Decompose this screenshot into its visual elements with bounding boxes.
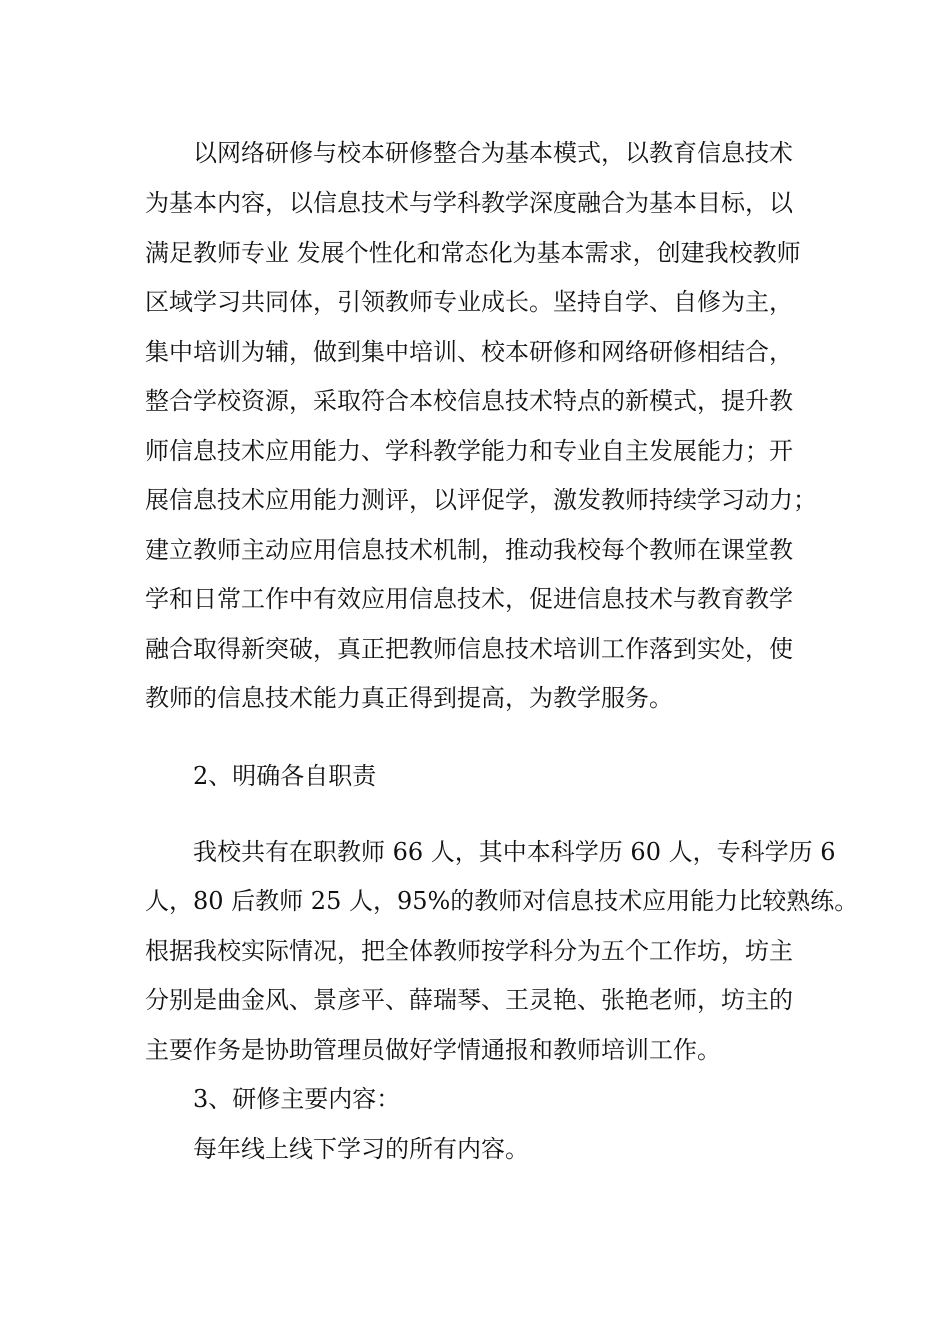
section-heading-3: 3、研修主要内容： (193, 1085, 401, 1113)
paragraph-line: 师信息技术应用能力、学科教学能力和专业自主发展能力；开 (145, 437, 793, 465)
paragraph-line: 区域学习共同体，引领教师专业成长。坚持自学、自修为主， (145, 288, 793, 316)
paragraph-line: 以网络研修与校本研修整合为基本模式，以教育信息技术 (193, 139, 793, 167)
paragraph-line: 主要作务是协助管理员做好学情通报和教师培训工作。 (145, 1036, 721, 1064)
section-heading-2: 2、明确各自职责 (193, 762, 377, 790)
paragraph-line: 展信息技术应用能力测评，以评促学，激发教师持续学习动力； (145, 486, 817, 514)
paragraph-line: 建立教师主动应用信息技术机制，推动我校每个教师在课堂教 (145, 536, 793, 564)
paragraph-line: 根据我校实际情况，把全体教师按学科分为五个工作坊，坊主 (145, 937, 793, 965)
paragraph-line: 教师的信息技术能力真正得到提高，为教学服务。 (145, 684, 673, 712)
paragraph-line: 我校共有在职教师 66 人，其中本科学历 60 人，专科学历 6 (193, 838, 836, 866)
paragraph-line: 分别是曲金风、景彦平、薛瑞琴、王灵艳、张艳老师，坊主的 (145, 986, 793, 1014)
paragraph-line: 融合取得新突破，真正把教师信息技术培训工作落到实处，使 (145, 635, 793, 663)
paragraph-line: 满足教师专业 发展个性化和常态化为基本需求，创建我校教师 (145, 239, 801, 267)
paragraph-line: 学和日常工作中有效应用信息技术，促进信息技术与教育教学 (145, 585, 793, 613)
paragraph-line: 人，80 后教师 25 人，95%的教师对信息技术应用能力比较熟练。 (145, 887, 859, 915)
paragraph-3: 每年线上线下学习的所有内容。 (193, 1135, 529, 1163)
paragraph-line: 整合学校资源，采取符合本校信息技术特点的新模式，提升教 (145, 387, 793, 415)
paragraph-line: 集中培训为辅，做到集中培训、校本研修和网络研修相结合， (145, 338, 793, 366)
paragraph-line: 为基本内容，以信息技术与学科教学深度融合为基本目标，以 (145, 189, 793, 217)
